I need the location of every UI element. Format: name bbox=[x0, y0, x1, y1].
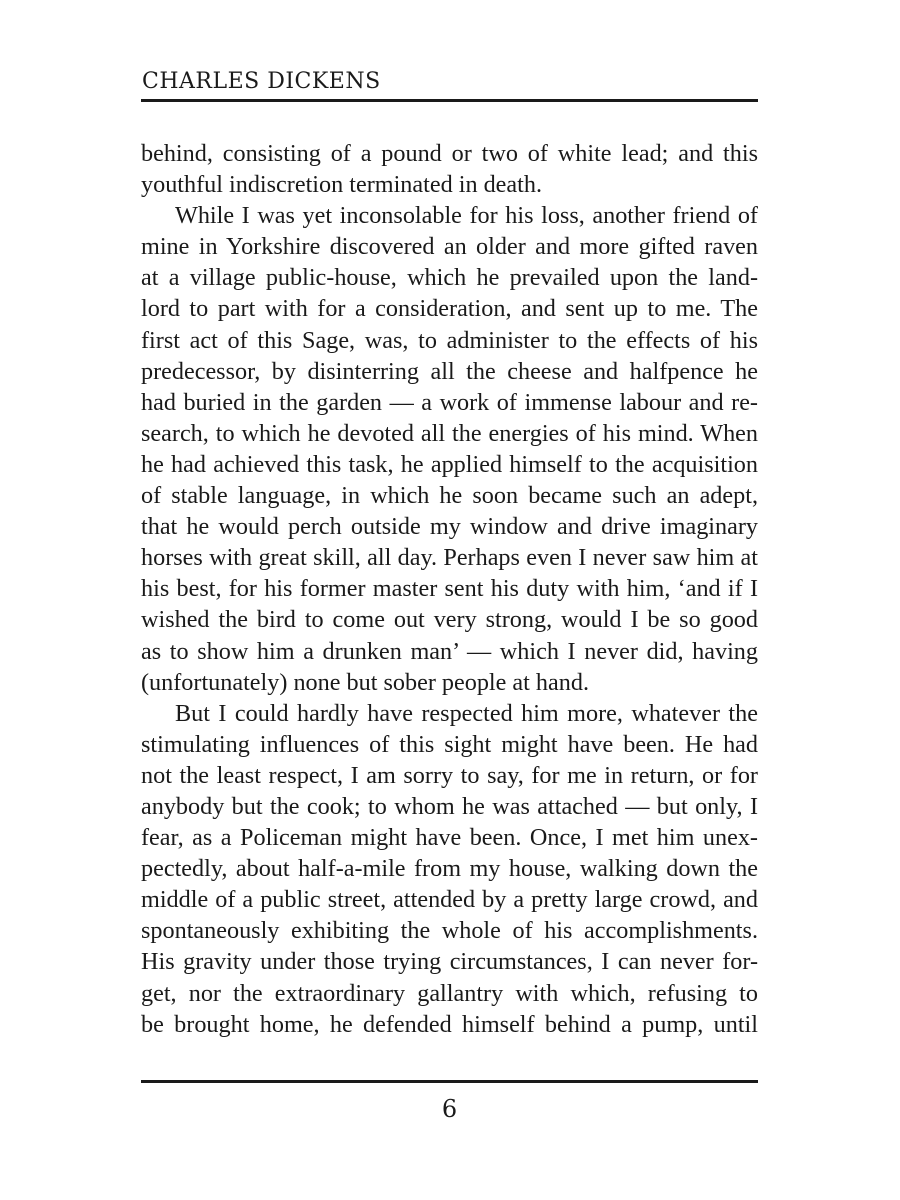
text-line: had buried in the garden — a work of immense labour and re- bbox=[141, 388, 758, 416]
text-line: fear, as a Policeman might have been. Once, I met him unex- bbox=[141, 824, 758, 852]
header-rule bbox=[141, 99, 758, 102]
body-text bbox=[141, 138, 758, 1040]
text-line: youthful indiscretion terminated in death. bbox=[141, 171, 543, 199]
text-line: be brought home, he defended himself behind a pump, until bbox=[141, 1010, 758, 1038]
text-line: But I could hardly have respected him more, whatever the bbox=[175, 699, 758, 727]
text-line: behind, consisting of a pound or two of white lead; and this bbox=[141, 140, 758, 167]
text-line: first act of this Sage, was, to administer to the effects of his bbox=[141, 326, 758, 354]
text-line: get, nor the extraordinary gallantry with which, refusing to bbox=[141, 979, 758, 1007]
text-line: (unfortunately) none but sober people at hand. bbox=[141, 668, 590, 696]
paragraph-1 bbox=[141, 138, 758, 200]
text-line: of stable language, in which he soon became such an adept, bbox=[141, 482, 758, 510]
text-line: stimulating influences of this sight might have been. He had bbox=[141, 730, 758, 758]
text-line: pectedly, about half-a-mile from my house, walking down the bbox=[141, 855, 758, 883]
text-line: middle of a public street, attended by a pretty large crowd, and bbox=[141, 886, 758, 914]
footer-rule bbox=[141, 1080, 758, 1083]
text-line: anybody but the cook; to whom he was attached — but only, I bbox=[141, 792, 758, 820]
text-line: While I was yet inconsolable for his loss, another friend of bbox=[175, 202, 758, 230]
text-line: predecessor, by disinterring all the cheese and halfpence he bbox=[141, 357, 758, 385]
text-line: lord to part with for a consideration, and sent up to me. The bbox=[141, 295, 758, 323]
paragraph-2 bbox=[141, 200, 758, 698]
text-line: His gravity under those trying circumstances, I can never for- bbox=[141, 948, 758, 976]
paragraph-3 bbox=[141, 698, 758, 1040]
text-line: horses with great skill, all day. Perhaps even I never saw him at bbox=[141, 544, 758, 572]
running-head: CHARLES DICKENS bbox=[142, 69, 381, 94]
text-line: wished the bird to come out very strong, would I be so good bbox=[141, 606, 758, 634]
text-line: at a village public-house, which he prevailed upon the land- bbox=[141, 264, 758, 292]
text-line: not the least respect, I am sorry to say, for me in return, or for bbox=[141, 761, 758, 789]
text-line: he had achieved this task, he applied himself to the acquisition bbox=[141, 450, 758, 478]
text-line: as to show him a drunken man’ — which I never did, having bbox=[141, 637, 758, 665]
text-line: that he would perch outside my window and drive imaginary bbox=[141, 513, 758, 541]
text-line: spontaneously exhibiting the whole of his accomplishments. bbox=[141, 917, 758, 945]
page-number: 6 bbox=[441, 1095, 458, 1123]
text-line: his best, for his former master sent his duty with him, ‘and if I bbox=[141, 575, 758, 603]
text-line: search, to which he devoted all the energies of his mind. When bbox=[141, 419, 758, 447]
text-line: mine in Yorkshire discovered an older and more gifted raven bbox=[141, 233, 758, 261]
